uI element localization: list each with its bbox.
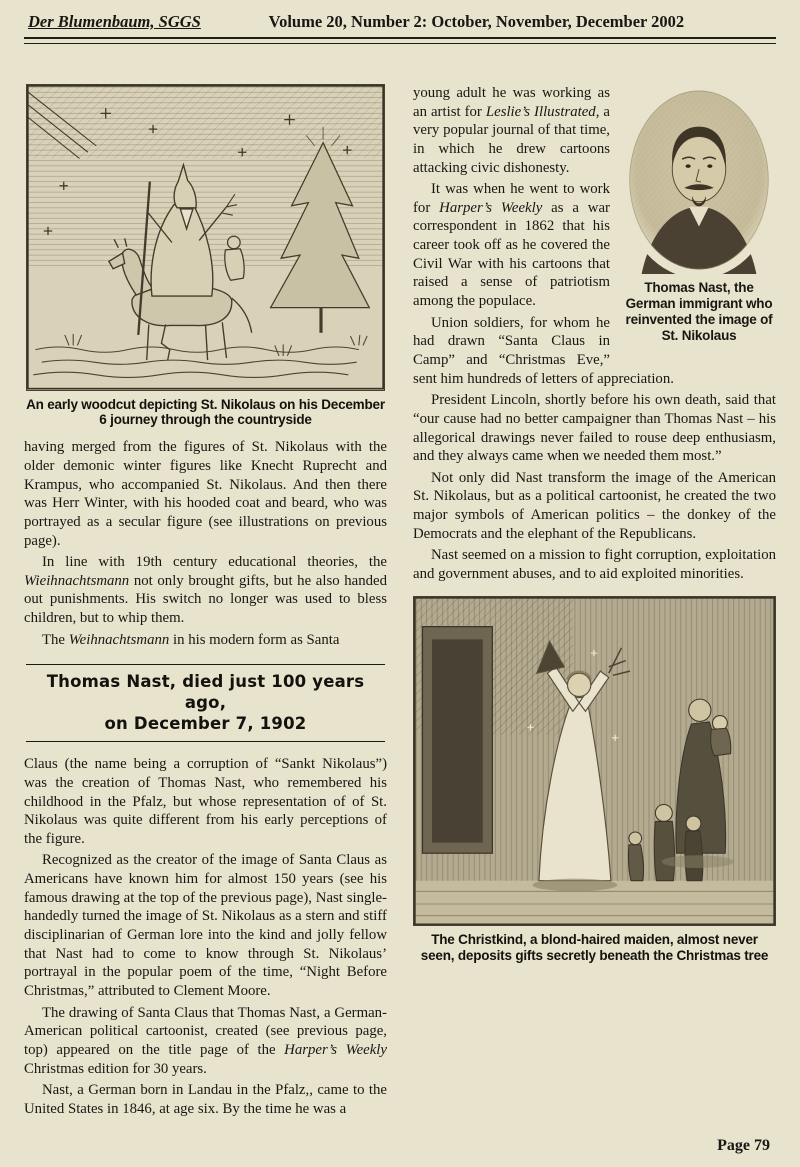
paragraph: Nast seemed on a mission to fight corruption, exploitation and government abuses, and to aid exploited minorities. [413,547,776,583]
paragraph: Recognized as the creator of the image of Santa Claus as Americans have known him for almost 150 years (see his famous drawing at the top of the previous page), Nast single-handedly turned the image of St. Nikolaus as a stern and stiff disciplinarian of German lore into the kind and jolly fellow that Nast had to come to know through St. Nikolaus’ portrayal in the popular poem of the time, “Night Before Christmas,” attributed to Clement Moore. [24,852,387,999]
christkind-figure [413,596,776,964]
header-rule [24,37,776,44]
issue-title: Volume 20, Number 2: October, November, December 2002 [268,12,685,31]
heading-rule-top [26,664,385,665]
paragraph: having merged from the figures of St. Nikolaus with the older demonic winter figures like Knecht Ruprecht and Krampus, who accompanied St. Nikolaus. And then there was Herr Winter, with his hooded coat and beard, who was portrayed as a secular figure (see illustrations on previous page). [24,439,387,549]
paragraph: Claus (the name being a corruption of “Sankt Nikolaus”) was the creation of Thomas Nast, who remembered his childhood in the Pfalz, but whose representation of of St. Nikolaus was quite different from his early perceptions of the figure. [24,756,387,847]
right-column [413,84,776,1121]
paragraph: Union soldiers, for whom he had drawn “Santa Claus in Camp” and “Christmas Eve,” sent him hundreds of letters of appreciation. [413,314,674,387]
paragraph: In line with 19th century educational theories, the Wieihnachtsmann not only brought gifts, but he also handed out punishments. His switch no longer was used to bless children, but to whip them. [24,554,387,627]
paragraph: President Lincoln, shortly before his own death, said that “our cause had no better campaigner than Thomas Nast – his allegorical drawings never failed to rouse deep enthusiasm, and they always came when we needed them most.” [413,392,776,465]
page-header [24,10,776,37]
woodcut-caption: An early woodcut depicting St. Nikolaus on his December 6 journey through the countryside [26,396,385,428]
section-heading-title [26,672,385,734]
paragraph: Nast, a German born in Landau in the Pfalz,, came to the United States in 1846, at age six. By the time he was a [24,1082,387,1117]
paragraph: The drawing of Santa Claus that Thomas Nast, a German-American political cartoonist, created (see previous page, top) appeared on the title page of the Harper’s Weekly Christmas edition for 30 years. [24,1004,387,1077]
christkind-caption: The Christkind, a blond-haired maiden, almost never seen, deposits gifts secretly beneath the Christmas tree [420,931,769,963]
left-column [24,84,387,1121]
masthead-title: Der Blumenbaum, SGGS [28,12,201,31]
paragraph: The Weihnachtsmann in his modern form as Santa [42,631,340,648]
heading-line: on December 7, 1902 [104,713,307,733]
christkind-illustration [414,597,775,925]
woodcut-figure [26,84,385,428]
page-number: Page 79 [717,1137,770,1154]
nast-portrait-caption: Thomas Nast, the German immigrant who reinvented the image of St. Nikolaus [625,280,773,343]
woodcut-illustration [27,85,384,390]
paragraph: It was when he went to work for Harper’s Weekly as a war correspondent in 1862 that his career took off as he covered the Civil War with his cartoons that raised a sense of patriotism among the populace. [413,181,610,310]
paragraph: Not only did Nast transform the image of the American St. Nikolaus, but as a political cartoonist, he created the two major symbols of American politics – the donkey of the Democrats and the elephant of the Republicans. [413,469,776,542]
christkind-frame [413,596,776,926]
woodcut-frame [26,84,385,391]
paragraph: young adult he was working as an artist for Leslie’s Illustrated, a very popular journal of that time, in which he drew cartoons attacking civic dishonesty. [413,85,610,176]
section-heading [26,664,385,742]
page-footer [717,1137,770,1155]
heading-line: Thomas Nast, died just 100 years ago, [46,672,365,713]
nast-portrait-illustration [623,86,775,274]
page-body [24,44,776,1121]
nast-portrait-figure [622,86,776,344]
heading-rule-bottom [26,741,385,742]
